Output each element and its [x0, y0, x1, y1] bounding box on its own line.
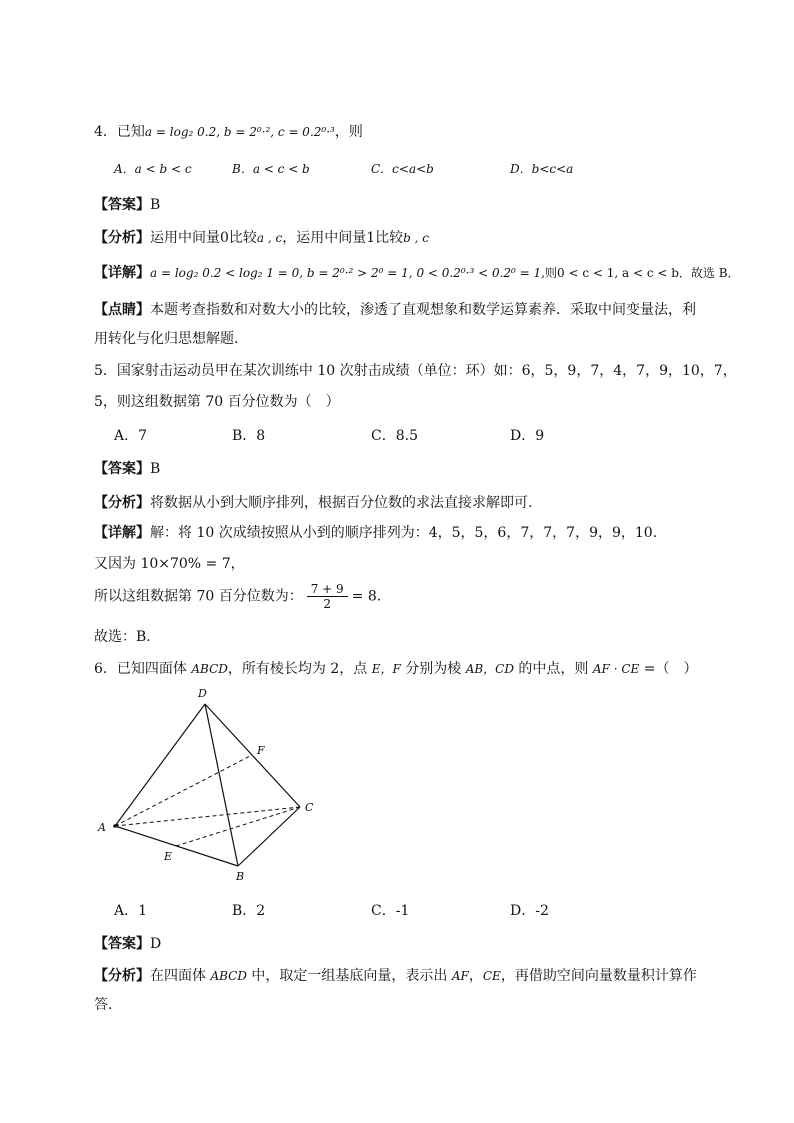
q6-option-a: A．1 — [114, 903, 148, 919]
q4-analysis-tag: 【分析】 — [94, 230, 150, 246]
q4-analysis — [94, 227, 429, 247]
q5-stem-2: 5，则这组数据第 70 百分位数为（ ） — [94, 394, 340, 410]
q4-analysis-math-1: a , c — [256, 231, 283, 245]
q6-stem-ef: E，F — [371, 662, 401, 676]
q6-answer-value: D — [150, 936, 162, 952]
q6-stem-mid2: 分别为棱 — [400, 661, 466, 677]
edge-BC — [238, 807, 300, 866]
q4-answer-tag: 【答案】 — [94, 197, 150, 213]
q5-detail-3-prefix: 所以这组数据第 70 百分位数为： — [94, 588, 303, 605]
q5-detail-4: 故选：B. — [94, 629, 151, 645]
q4-detail-text: 则0 < c < 1, a < c < b．故选 B． — [545, 266, 740, 280]
q6-analysis-vector-af: AF — [451, 969, 469, 983]
q5-detail-3-suffix: = 8. — [351, 588, 382, 605]
q5-answer — [94, 458, 160, 478]
edge-AD — [115, 704, 205, 826]
tetrahedron-figure — [0, 680, 794, 900]
point-A — [113, 824, 117, 828]
edge-AC-hidden — [115, 807, 300, 826]
q5-option-d: D．9 — [510, 428, 545, 444]
q4-answer-value: B — [150, 197, 161, 213]
q4-point-tag: 【点睛】 — [94, 302, 150, 318]
q4-option-a: A．a < b < c — [114, 162, 192, 176]
segment-AF-hidden — [115, 755, 252, 826]
label-F: F — [257, 744, 265, 757]
q5-fraction-den: 2 — [323, 597, 332, 611]
q6-stem-vector: AF · CE — [592, 662, 640, 676]
q4-answer — [94, 194, 160, 214]
q4-analysis-text-1: 运用中间量0比较 — [150, 230, 257, 246]
q6-answer-tag: 【答案】 — [94, 936, 150, 952]
q4-option-d: D．b<c<a — [510, 162, 574, 176]
q4-point — [94, 299, 696, 319]
q6-analysis-text-2: 中，取定一组基底向量，表示出 — [246, 968, 452, 984]
q6-analysis-text-3: ，再借助空间向量数量积计算作 — [500, 968, 697, 984]
q6-option-c: C．-1 — [371, 903, 410, 919]
label-E: E — [164, 850, 173, 863]
q4-stem-math: a = log₂ 0.2, b = 2⁰·², c = 0.2⁰·³ — [144, 125, 335, 139]
q6-analysis — [94, 965, 697, 985]
q5-option-a: A．7 — [114, 428, 148, 444]
q4-detail — [94, 262, 740, 282]
q6-stem-end: =（ ） — [639, 661, 698, 677]
q6-stem-edges: AB，CD — [465, 662, 514, 676]
edge-DC — [205, 704, 300, 807]
segment-CE-hidden — [176, 807, 300, 846]
q5-stem-1: 5．国家射击运动员甲在某次训练中 10 次射击成绩（单位：环）如：6，5，9，7，4，7，9，10，7， — [94, 363, 737, 379]
q4-analysis-text-2: ，运用中间量1比较 — [282, 230, 404, 246]
q5-detail-text-1: 解：将 10 次成绩按照从小到的顺序排列为：4，5，5，6，7，7，7，9，9，10. — [150, 525, 658, 541]
q4-detail-math: a = log₂ 0.2 < log₂ 1 = 0, b = 2⁰·² > 2⁰ = 1, 0 < 0.2⁰·³ < 0.2⁰ = 1, — [150, 266, 545, 280]
q5-detail-3 — [94, 582, 381, 611]
q5-fraction — [307, 582, 348, 611]
q5-analysis — [94, 492, 532, 512]
q6-analysis-vector-ce: CE — [482, 969, 501, 983]
q5-answer-tag: 【答案】 — [94, 461, 150, 477]
q6-analysis-math-1: ABCD — [210, 969, 247, 983]
label-C: C — [305, 801, 314, 814]
label-A: A — [98, 821, 106, 834]
q4-stem-suffix: ，则 — [334, 124, 363, 140]
q4-detail-tag: 【详解】 — [94, 265, 150, 281]
q5-option-b: B．8 — [232, 428, 266, 444]
q6-option-b: B．2 — [232, 903, 266, 919]
q5-answer-value: B — [150, 461, 161, 477]
q6-stem-prefix: 6．已知四面体 — [94, 661, 192, 677]
q6-answer — [94, 933, 161, 953]
q5-detail-1 — [94, 522, 657, 542]
q5-detail-tag: 【详解】 — [94, 525, 150, 541]
label-B: B — [236, 870, 245, 883]
q5-analysis-tag: 【分析】 — [94, 495, 150, 511]
q4-point-2: 用转化与化归思想解题． — [94, 331, 248, 347]
q4-stem — [94, 121, 363, 141]
q4-point-text-1: 本题考查指数和对数大小的比较，渗透了直观想象和数学运算素养．采取中间变量法，利 — [150, 302, 696, 318]
edge-DB — [205, 704, 238, 866]
label-D: D — [198, 687, 207, 700]
q6-analysis-2: 答. — [94, 997, 113, 1013]
q6-analysis-tag: 【分析】 — [94, 968, 150, 984]
q4-option-c: C．c<a<b — [371, 162, 434, 176]
q5-fraction-num: 7 + 9 — [307, 582, 348, 597]
q5-detail-2: 又因为 10×70% = 7， — [94, 556, 245, 572]
q6-stem-abcd: ABCD — [191, 662, 228, 676]
q6-stem-mid3: 的中点，则 — [513, 661, 593, 677]
q4-option-b: B．a < c < b — [232, 162, 310, 176]
q6-stem — [94, 658, 697, 678]
q5-option-c: C．8.5 — [371, 428, 418, 444]
q6-analysis-text-1: 在四面体 — [150, 968, 211, 984]
q4-analysis-math-2: b , c — [403, 231, 430, 245]
q6-stem-mid: ，所有棱长均为 2，点 — [227, 661, 372, 677]
q5-analysis-text: 将数据从小到大顺序排列，根据百分位数的求法直接求解即可. — [150, 495, 533, 511]
q6-option-d: D．-2 — [510, 903, 549, 919]
q4-stem-prefix: 4．已知 — [94, 124, 145, 140]
q6-analysis-comma: ， — [468, 968, 483, 984]
